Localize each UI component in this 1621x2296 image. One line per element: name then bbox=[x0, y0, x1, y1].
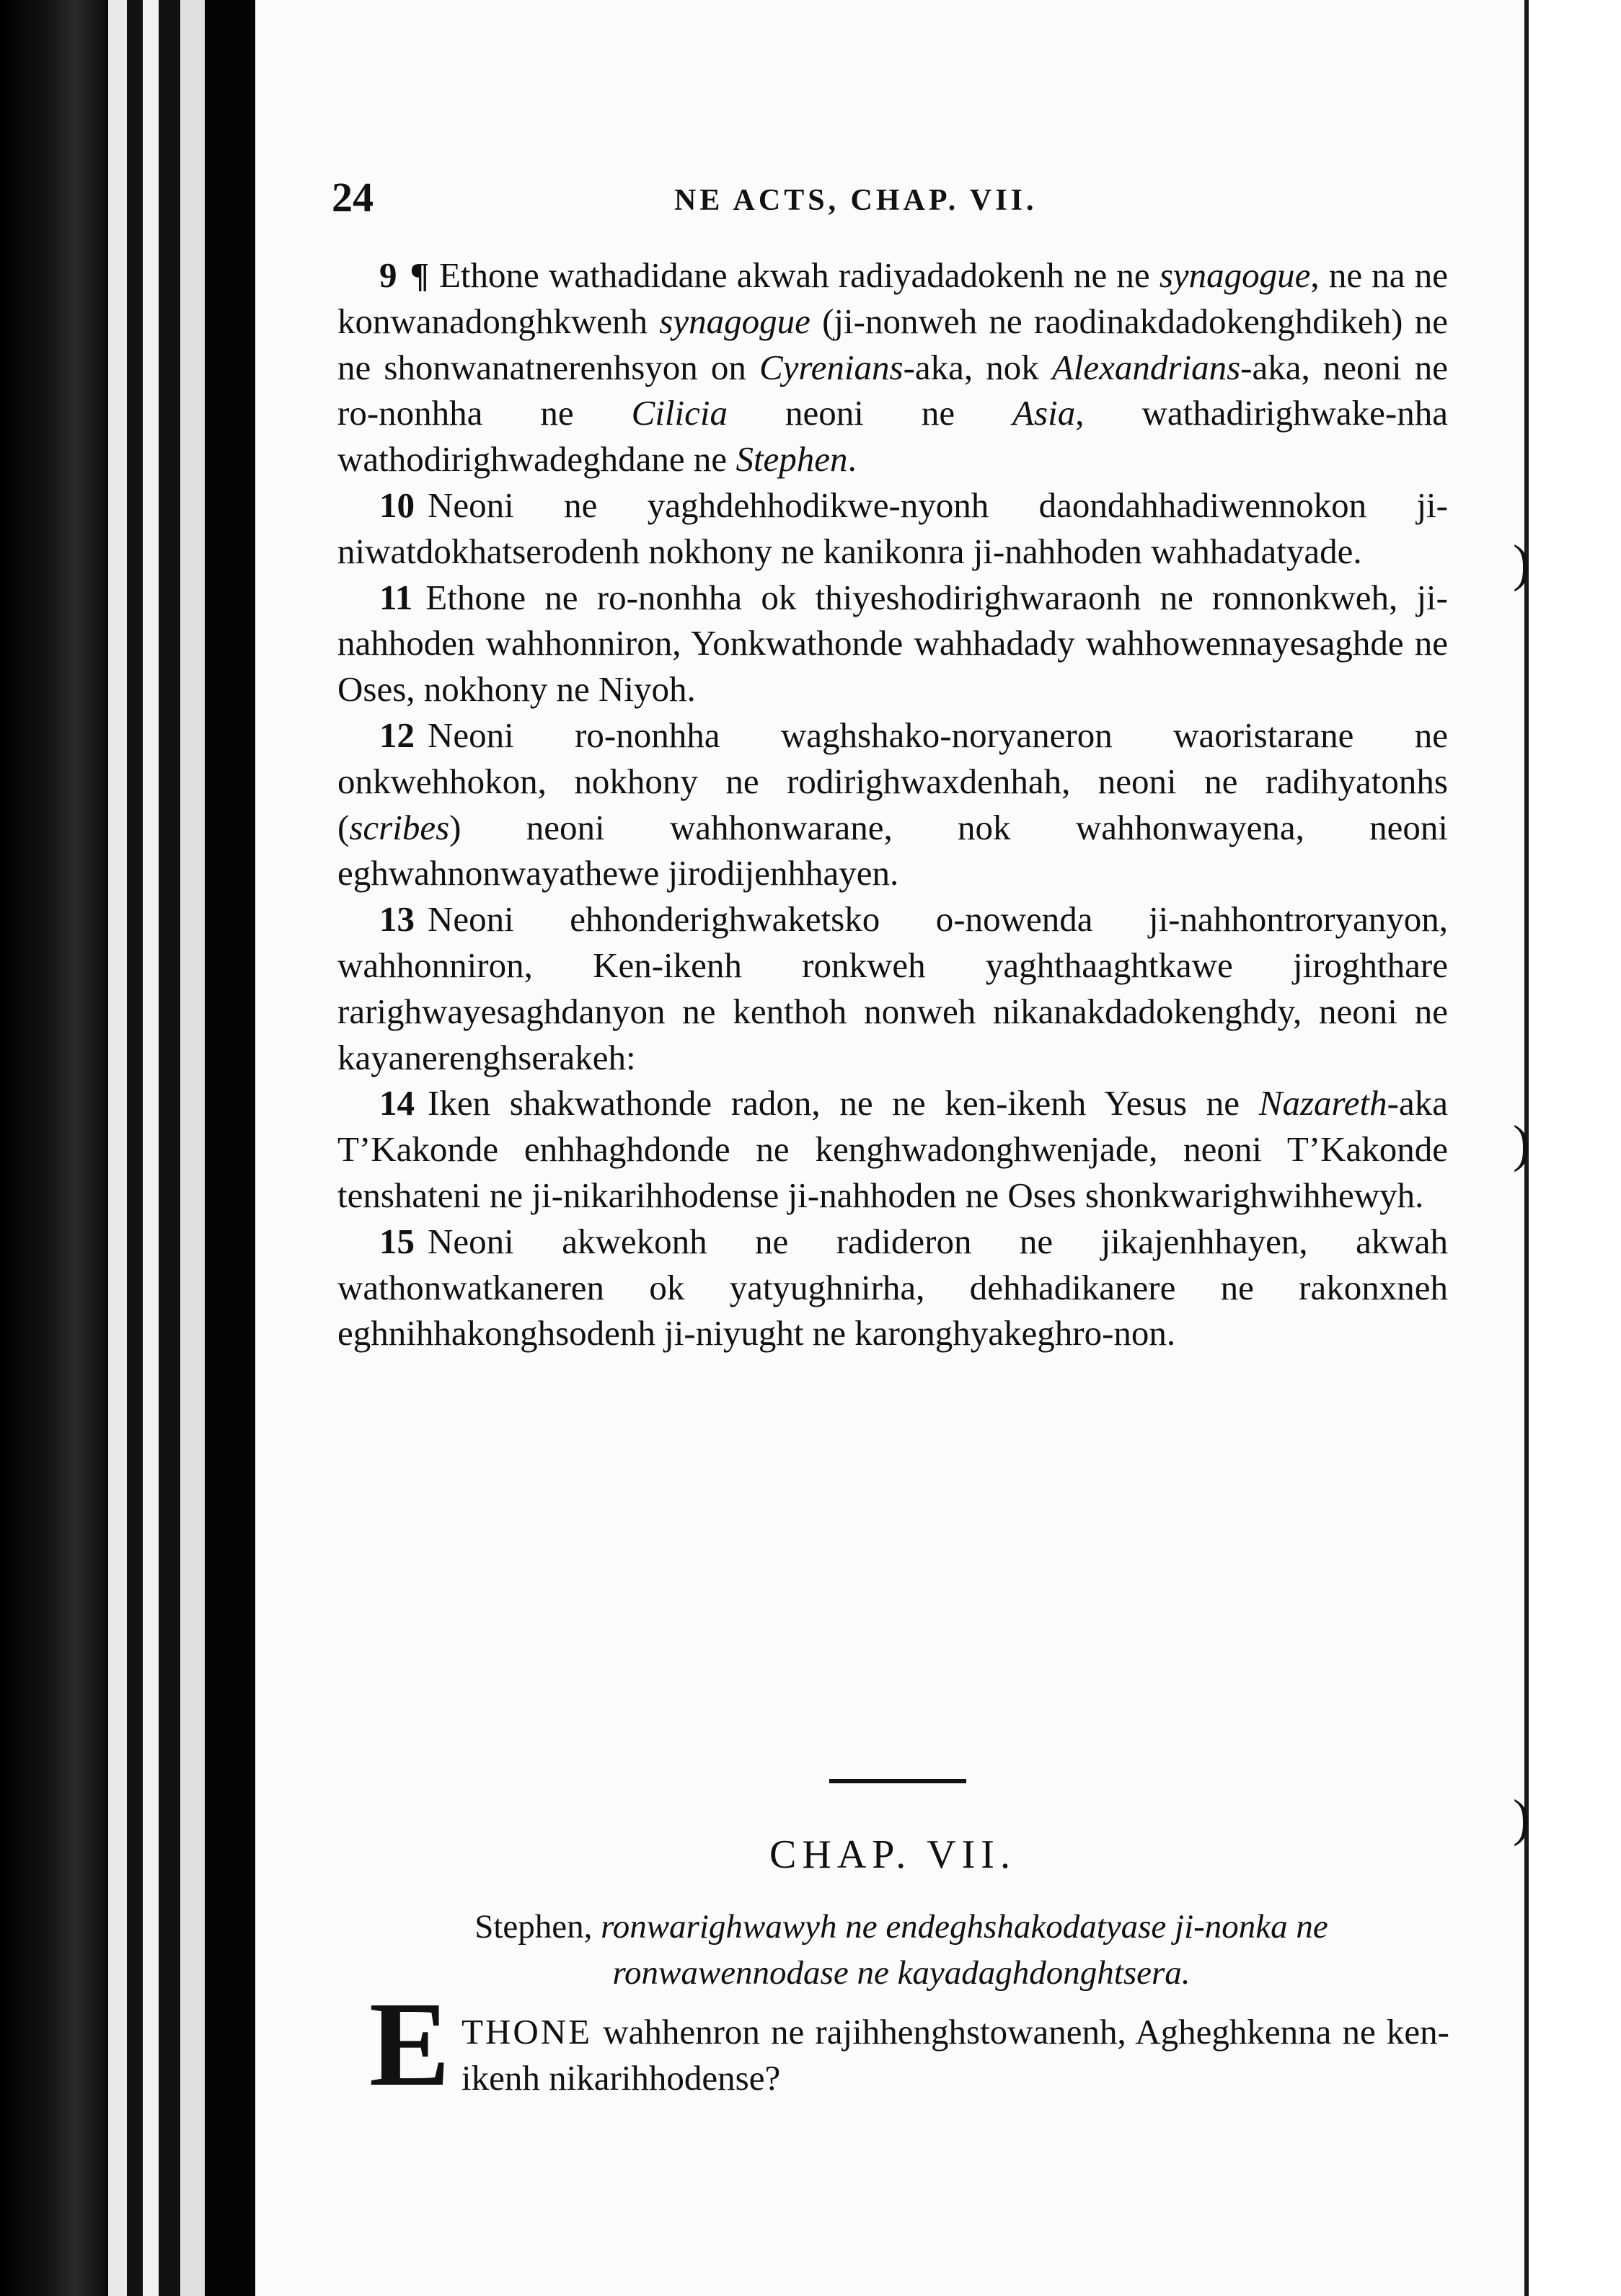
verse-fragment: Ethone wathadidane akwah radiyadadokenh ne ne bbox=[438, 255, 1160, 295]
verse bbox=[337, 482, 1448, 575]
chapter-summary bbox=[361, 1904, 1442, 1996]
verse bbox=[337, 1080, 1448, 1218]
verse-fragment: , ne na ne konwanadonghkwenh bbox=[337, 255, 1448, 341]
verse-number: 10 bbox=[379, 485, 415, 525]
pilcrow-mark: ¶ bbox=[410, 255, 429, 295]
page-edge bbox=[108, 0, 127, 2296]
verse-number: 15 bbox=[379, 1221, 415, 1261]
italic-term: synagogue bbox=[659, 301, 810, 341]
italic-term: Nazareth bbox=[1258, 1083, 1387, 1123]
verse-number: 9 bbox=[379, 255, 397, 295]
verse-fragment: ) neoni wahhonwarane, nok wahhonwayena, neoni eghwahnonwayathewe jirodijenhhayen. bbox=[337, 807, 1448, 893]
verse-fragment: (ji-nonweh ne raodinakdadokenghdikeh) ne ne shonwanatnerenhsyon on bbox=[337, 301, 1448, 387]
italic-term: Stephen bbox=[736, 439, 848, 480]
summary-italic: ronwarighwawyh ne endeghshakodatyase ji-nonka ne ronwawennodase ne kayadaghdonghtsera. bbox=[601, 1908, 1328, 1992]
italic-term: Cilicia bbox=[631, 393, 728, 433]
verse-fragment: Neoni ehhonderighwaketsko o-nowenda ji-nahhontroryanyon, wahhonniron, Ken-ikenh ronkweh yaghthaaghtkawe jiroghthare rarighwayesaghdanyon ne kenthoh nonweh nikanakdadokenghdy, neoni ne kayanerenghserakeh: bbox=[337, 899, 1448, 1077]
verse-fragment: Neoni ro-nonhha waghshako-noryaneron waoristarane ne onkwehhokon, nokhony ne rodirighwaxdenhah, neoni ne radihyatonhs ( bbox=[337, 715, 1448, 847]
page-edge bbox=[180, 0, 205, 2296]
section-rule bbox=[829, 1779, 966, 1783]
verse-fragment: -aka, neoni ne ro-nonhha ne bbox=[337, 347, 1448, 433]
italic-term: synagogue bbox=[1159, 255, 1311, 295]
page-header bbox=[332, 173, 1457, 231]
binding-shadow bbox=[0, 0, 108, 2296]
verse bbox=[337, 896, 1448, 1080]
facing-page-mark: ) bbox=[1513, 1115, 1530, 1173]
verse-fragment: Iken shakwathonde radon, ne ne ken-ikenh Yesus ne bbox=[428, 1083, 1259, 1123]
running-head: NE ACTS, CHAP. VII. bbox=[674, 184, 1038, 217]
verse-number: 14 bbox=[379, 1083, 415, 1123]
page-edge bbox=[143, 0, 159, 2296]
summary-lead: Stephen, bbox=[474, 1908, 593, 1946]
italic-term: Asia bbox=[1012, 393, 1076, 433]
verse-fragment: -aka, nok bbox=[903, 347, 1052, 387]
verse-fragment: . bbox=[847, 439, 857, 480]
verse-fragment: -aka T’Kakonde enhhaghdonde ne kenghwadonghwenjade, neoni T’Kakonde tenshateni ne ji-nikarihhodense ji-nahhoden ne Oses shonkwarighwihhewyh. bbox=[337, 1083, 1448, 1215]
verse bbox=[337, 252, 1448, 482]
verse-number: 13 bbox=[379, 899, 415, 940]
verse-fragment: Neoni ne yaghdehhodikwe-nyonh daondahhadiwennokon ji-niwatdokhatserodenh nokhony ne kanikonra ji-nahhoden wahhadatyade. bbox=[337, 485, 1448, 571]
facing-page-edge bbox=[1524, 0, 1621, 2296]
verse-number: 11 bbox=[379, 577, 413, 617]
book-gutter bbox=[205, 0, 255, 2296]
chapter-opening bbox=[461, 2009, 1449, 2101]
verse-fragment: neoni ne bbox=[728, 393, 1013, 433]
italic-term: Alexandrians bbox=[1051, 347, 1241, 387]
italic-term: Cyrenians bbox=[759, 347, 904, 387]
drop-cap: E bbox=[369, 1977, 451, 2111]
verse bbox=[337, 575, 1448, 712]
chapter-heading: CHAP. VII. bbox=[769, 1832, 1016, 1877]
opening-rest: wahhenron ne rajihhenghstowanenh, Agheghkenna ne ken-ikenh nikarihhodense? bbox=[461, 2012, 1449, 2098]
verse bbox=[337, 712, 1448, 896]
facing-page-mark: ) bbox=[1513, 1789, 1530, 1847]
verse-fragment: Ethone ne ro-nonhha ok thiyeshodirighwaraonh ne ronnonkweh, ji-nahhoden wahhonniron, Yonkwathonde wahhadady wahhowennayesaghde ne Oses, nokhony ne Niyoh. bbox=[337, 577, 1448, 710]
verse-fragment: , wathadirighwake-nha wathodirighwadeghdane ne bbox=[337, 393, 1448, 480]
verse-fragment: Neoni akwekonh ne radideron ne jikajenhhayen, akwah wathonwatkaneren ok yatyughnirha, dehhadikanere ne rakonxneh eghnihhakonghsodenh ji-niyught ne karonghyakeghro-non. bbox=[337, 1221, 1448, 1354]
facing-page-mark: ) bbox=[1513, 534, 1530, 592]
verse-number: 12 bbox=[379, 715, 415, 755]
opening-smallcaps: THONE bbox=[461, 2012, 593, 2052]
verse-text bbox=[337, 252, 1448, 1356]
verse bbox=[337, 1219, 1448, 1356]
italic-term: scribes bbox=[349, 807, 450, 847]
page-number: 24 bbox=[332, 174, 374, 221]
